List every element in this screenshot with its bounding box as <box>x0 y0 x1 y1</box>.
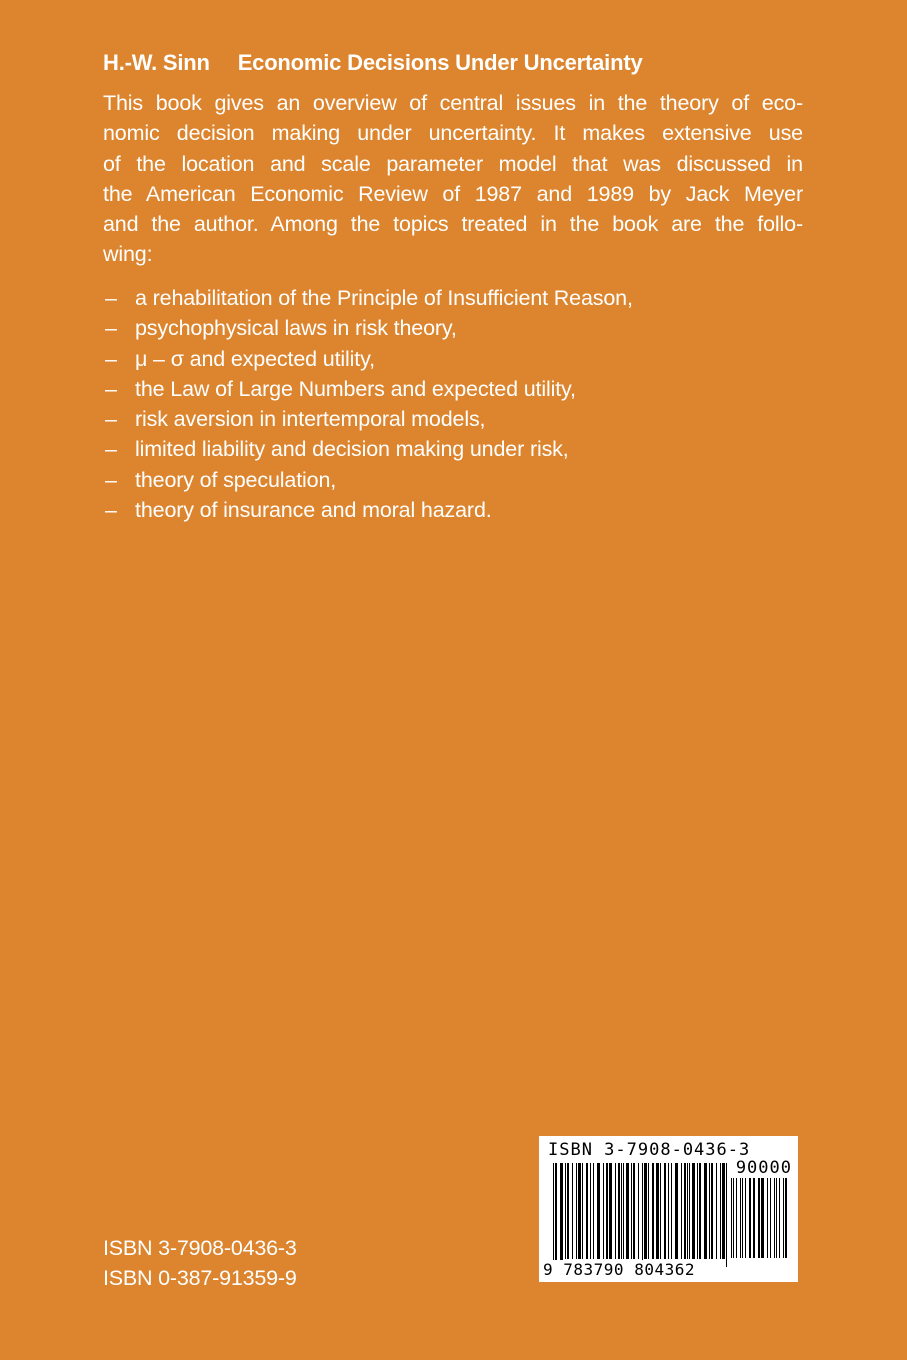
barcode-bar <box>553 1163 554 1267</box>
barcode-bar <box>609 1163 612 1259</box>
barcode-bar <box>733 1178 734 1258</box>
barcode-bar <box>582 1163 583 1259</box>
author-name: H.-W. Sinn <box>103 50 210 75</box>
barcode-bar <box>692 1163 695 1259</box>
barcode-bar <box>720 1163 721 1259</box>
addon-barcode-bars-icon <box>731 1178 791 1266</box>
barcode-bar <box>681 1163 682 1259</box>
barcode-bar <box>631 1163 632 1259</box>
barcode-bar <box>623 1163 624 1259</box>
barcode-bar <box>779 1178 780 1258</box>
barcode-bar <box>709 1163 710 1259</box>
barcode-bar <box>586 1163 588 1259</box>
barcode-bar <box>648 1163 649 1259</box>
barcode-bar <box>578 1163 581 1259</box>
topic-text: μ – σ and expected utility, <box>135 346 375 371</box>
barcode-bar <box>758 1178 760 1258</box>
barcode-bar <box>560 1163 563 1267</box>
topic-item <box>103 374 803 404</box>
barcode-bar <box>668 1163 669 1259</box>
topic-text: theory of speculation, <box>135 467 337 492</box>
barcode-digits: 9 783790 804362 <box>543 1260 695 1279</box>
topic-text: risk aversion in intertemporal models, <box>135 407 486 432</box>
list-dash: – <box>105 467 117 492</box>
barcode-bar <box>576 1163 577 1259</box>
list-dash: – <box>105 498 117 523</box>
barcode-bar <box>603 1163 604 1259</box>
barcode-bar <box>774 1178 775 1258</box>
topic-text: psychophysical laws in risk theory, <box>135 316 457 341</box>
barcode-bar <box>687 1163 688 1259</box>
barcode-bar <box>606 1163 608 1259</box>
barcode-bar <box>770 1178 771 1258</box>
barcode-bar <box>656 1163 659 1259</box>
barcode-price-code: 90000 <box>735 1158 792 1178</box>
barcode-bar <box>689 1163 690 1259</box>
barcode-bar <box>638 1163 639 1259</box>
barcode-bar <box>633 1163 635 1259</box>
topic-item <box>103 313 803 343</box>
isbn-line-1: ISBN 3-7908-0436-3 <box>103 1236 297 1260</box>
barcode-bar <box>776 1178 777 1258</box>
list-dash: – <box>105 316 117 341</box>
barcode-bar <box>731 1178 732 1258</box>
list-dash: – <box>105 286 117 310</box>
list-dash: – <box>105 437 117 462</box>
barcode-bar <box>597 1163 600 1259</box>
topic-text: a rehabilitation of the Principle of Insufficient Reason, <box>135 286 633 310</box>
barcode-bar <box>722 1163 725 1259</box>
blurb-line: nomic decision making under uncertainty. It makes extensive use <box>103 121 803 146</box>
barcode-isbn-text: ISBN 3-7908-0436-3 <box>548 1140 751 1160</box>
barcode-bar <box>675 1163 678 1259</box>
topic-text: limited liability and decision making under risk, <box>135 437 569 462</box>
barcode-bar <box>660 1163 661 1259</box>
barcode-bar <box>615 1163 616 1259</box>
barcode-bar <box>761 1178 764 1258</box>
isbn-block <box>103 1233 297 1293</box>
blurb-line: wing: <box>103 242 153 267</box>
barcode-bar <box>753 1178 755 1258</box>
barcode-bar <box>749 1178 751 1258</box>
barcode-bar <box>745 1178 746 1258</box>
blurb-line: of the location and scale parameter model that was discussed in <box>103 151 803 176</box>
barcode-bar <box>572 1163 573 1259</box>
isbn-line-2: ISBN 0-387-91359-9 <box>103 1266 297 1290</box>
barcode-bar <box>783 1178 784 1258</box>
cover-heading <box>103 50 642 76</box>
barcode-bar <box>684 1163 686 1259</box>
barcode-bar <box>593 1163 594 1259</box>
topic-item <box>103 434 803 464</box>
barcode-bar <box>740 1178 741 1258</box>
barcode-label <box>539 1136 798 1282</box>
barcode-bar <box>785 1178 787 1258</box>
barcode-bar <box>565 1163 566 1259</box>
book-title: Economic Decisions Under Uncertainty <box>237 50 643 75</box>
barcode-bar <box>621 1163 622 1259</box>
barcode-bar <box>726 1163 727 1267</box>
barcode-bar <box>736 1178 737 1258</box>
list-dash: – <box>105 376 117 401</box>
barcode-bar <box>626 1163 629 1259</box>
barcode-bar <box>642 1163 643 1267</box>
blurb-line: the American Economic Review of 1987 and 1989 by Jack Meyer <box>103 181 803 206</box>
list-dash: – <box>105 407 117 432</box>
barcode-bar <box>711 1163 713 1259</box>
list-dash: – <box>105 346 117 371</box>
topic-item <box>103 283 803 313</box>
topic-text: the Law of Large Numbers and expected utility, <box>135 376 576 401</box>
topic-item <box>103 344 803 374</box>
barcode-bars-icon <box>553 1163 729 1267</box>
barcode-bar <box>767 1178 768 1258</box>
blurb-line: This book gives an overview of central issues in the theory of eco- <box>103 91 803 115</box>
barcode-bar <box>555 1163 557 1267</box>
barcode-bar <box>671 1163 672 1259</box>
barcode-bar <box>742 1178 743 1258</box>
blurb-line: and the author. Among the topics treated in the book are the follo- <box>103 212 803 237</box>
barcode-bar <box>567 1163 569 1259</box>
barcode-bar <box>704 1163 707 1259</box>
topic-item <box>103 465 803 495</box>
barcode-bar <box>618 1163 620 1259</box>
topic-text: theory of insurance and moral hazard. <box>135 498 492 523</box>
barcode-bar <box>716 1163 717 1259</box>
barcode-bar <box>699 1163 701 1259</box>
topics-list <box>103 283 803 525</box>
topic-item <box>103 404 803 434</box>
barcode-bar <box>697 1163 698 1259</box>
topic-item <box>103 495 803 525</box>
barcode-bar <box>590 1163 591 1259</box>
barcode-bar <box>652 1163 654 1259</box>
barcode-bar <box>644 1163 647 1259</box>
barcode-bar <box>664 1163 666 1259</box>
blurb-paragraph <box>103 88 803 270</box>
